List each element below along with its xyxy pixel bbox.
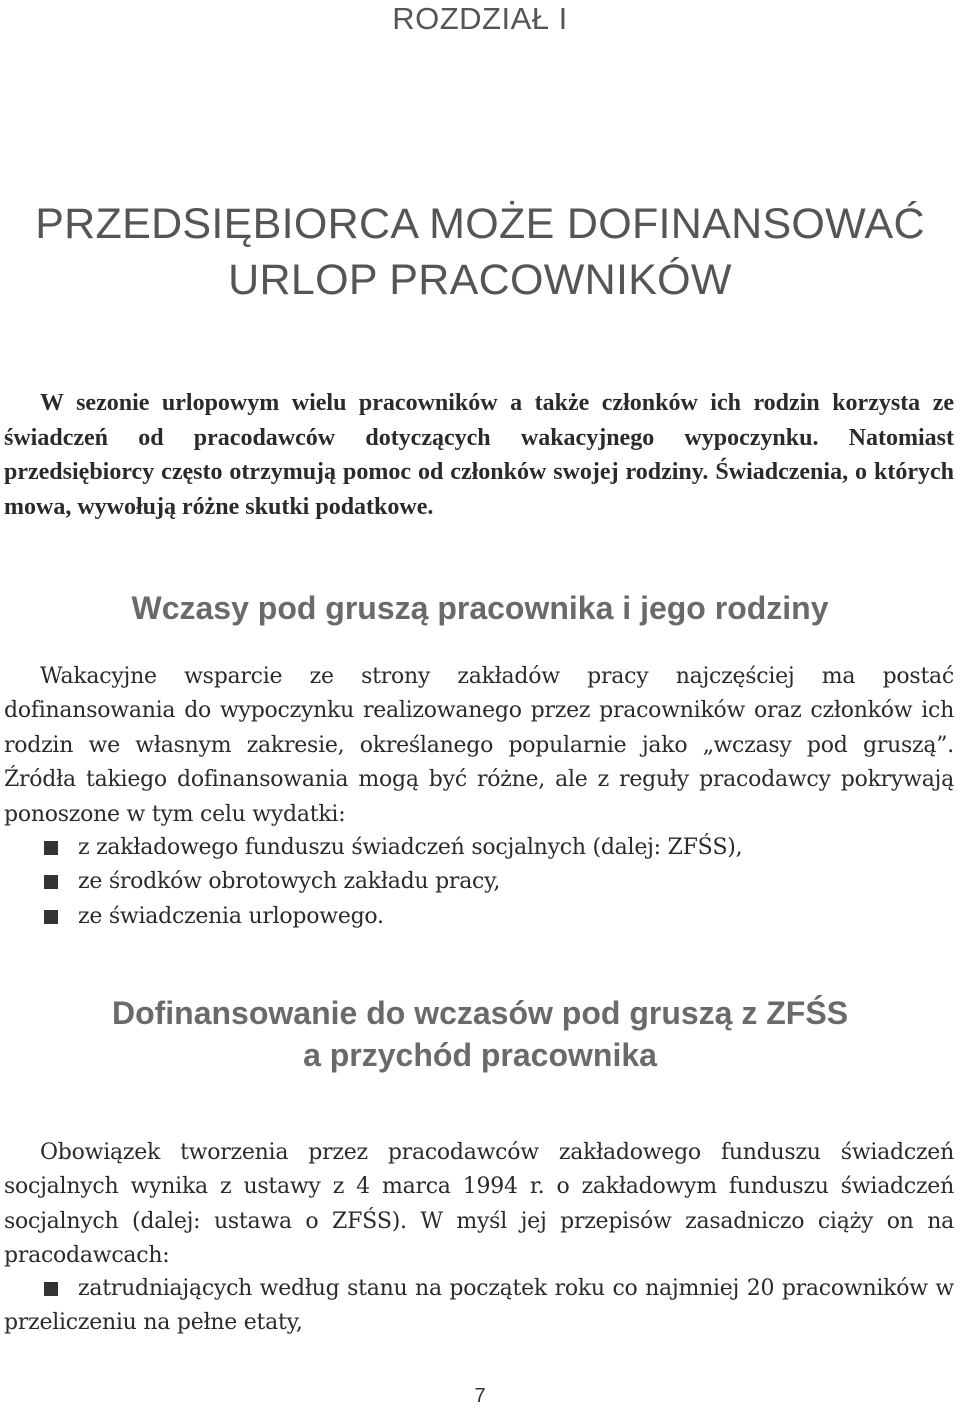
list-item (4, 900, 954, 934)
section-heading-dofinansowanie (0, 992, 960, 1076)
list-item-text: ze świadczenia urlopowego. (78, 903, 384, 929)
list-item-text: z zakładowego funduszu świadczeń socjalnych (dalej: ZFŚS), (78, 835, 743, 860)
square-bullet-icon (44, 841, 58, 855)
square-bullet-icon (44, 1282, 58, 1296)
list-item-text: zatrudniających według stanu na początek roku co najmniej 20 pracowników w przeliczeniu na pełne etaty, (4, 1276, 954, 1336)
page-title (0, 196, 960, 308)
list-item (4, 831, 954, 865)
section-heading-line-1: Dofinansowanie do wczasów pod gruszą z ZFŚS (111, 995, 849, 1031)
section-2-bullet-list (4, 1272, 954, 1341)
section-1-paragraph: Wakacyjne wsparcie ze strony zakładów pracy najczęściej ma postać dofinansowania do wypoczynku realizowanego przez pracowników oraz członków ich rodzin we własnym zakresie, określanego popularnie jako „wczasy pod gruszą”. Źródła takiego dofinansowania mogą być różne, ale z reguły pracodawcy pokrywają ponoszone w tym celu wydatki: (4, 664, 954, 827)
chapter-label: ROZDZIAŁ I (392, 1, 568, 36)
section-2-paragraph: Obowiązek tworzenia przez pracodawców zakładowego funduszu świadczeń socjalnych wynika z ustawy z 4 marca 1994 r. o zakładowym funduszu świadczeń socjalnych (dalej: ustawa o ZFŚS). W myśl jej przepisów zasadniczo ciąży on na pracodawcach: (4, 1140, 954, 1269)
section-heading-wczasy: Wczasy pod gruszą pracownika i jego rodziny (131, 590, 829, 626)
section-1-bullet-list (4, 831, 954, 934)
page-title-line-1: PRZEDSIĘBIORCA MOŻE DOFINANSOWAĆ (35, 200, 925, 248)
page-title-line-2: URLOP PRACOWNIKÓW (228, 256, 732, 304)
section-heading-line-2: a przychód pracownika (303, 1037, 657, 1073)
intro-paragraph: W sezonie urlopowym wielu pracowników a także członków ich rodzin korzysta ze świadczeń od pracodawców dotyczących wakacyjnego wypoczynku. Natomiast przedsiębiorcy często otrzymują pomoc od członków swojej rodziny. Świadczenia, o których mowa, wywołują różne skutki podatkowe. (4, 390, 954, 520)
square-bullet-icon (44, 875, 58, 889)
page-number: 7 (474, 1385, 486, 1407)
square-bullet-icon (44, 910, 58, 924)
list-item-text: ze środków obrotowych zakładu pracy, (78, 869, 501, 895)
list-item (4, 865, 954, 899)
list-item (4, 1272, 954, 1341)
